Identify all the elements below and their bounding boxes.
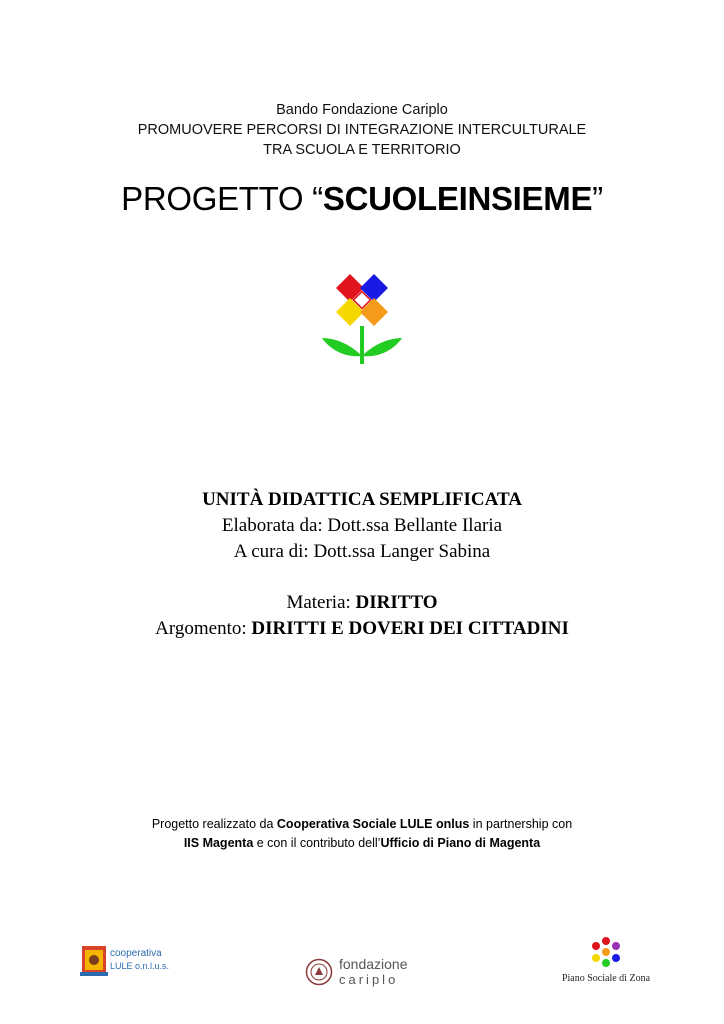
subject-block <box>0 590 724 642</box>
title-prefix: PROGETTO “ <box>121 180 323 217</box>
coop-line-2: LULE o.n.l.u.s. <box>110 961 170 971</box>
piano-sociale-logo <box>556 935 656 990</box>
argomento-line <box>0 616 724 642</box>
credits-iis: IIS Magenta <box>183 836 254 850</box>
title-name: SCUOLEINSIEME <box>322 180 593 217</box>
title-suffix: ” <box>592 180 603 217</box>
cariplo-line-1: fondazione <box>339 956 408 972</box>
credits-ufficio: Ufficio di Piano di Magenta <box>380 836 541 850</box>
flower-petals <box>336 274 388 326</box>
credits-text-3: e con il contributo dell’ <box>253 836 381 850</box>
materia-label: Materia: <box>286 592 356 613</box>
credits-coop: Cooperativa Sociale LULE onlus <box>276 817 470 831</box>
header-block <box>0 100 724 160</box>
credits-text-1: Progetto realizzato da <box>151 817 277 831</box>
cariplo-line-2: cariplo <box>339 972 399 987</box>
cariplo-seal-icon <box>305 958 333 986</box>
header-line-1: Bando Fondazione Cariplo <box>276 102 448 118</box>
cooperativa-text <box>110 947 169 973</box>
elaborated-by: Elaborata da: Dott.ssa Bellante Ilaria <box>221 515 503 536</box>
header-line-3: TRA SCUOLA E TERRITORIO <box>263 142 461 158</box>
fondazione-cariplo-logo <box>305 955 425 989</box>
cariplo-text <box>339 957 408 987</box>
piano-sociale-flower-icon <box>586 935 626 971</box>
didactic-unit-block <box>0 487 724 565</box>
header-line-2: PROMUOVERE PERCORSI DI INTEGRAZIONE INTERCULTURALE <box>137 122 587 138</box>
flower-stem <box>360 326 364 364</box>
piano-sociale-label: Piano Sociale di Zona <box>561 973 651 984</box>
materia-line <box>0 590 724 616</box>
cooperativa-icon <box>80 942 108 978</box>
didactic-heading: UNITÀ DIDATTICA SEMPLIFICATA <box>202 489 522 510</box>
credits-text-2: in partnership con <box>469 817 573 831</box>
argomento-label: Argomento: <box>155 618 252 639</box>
argomento-value: DIRITTI E DOVERI DEI CITTADINI <box>251 618 569 639</box>
leaf-right <box>362 338 402 356</box>
cooperativa-lule-logo <box>80 940 190 984</box>
credits-line-1 <box>0 815 724 834</box>
materia-value: DIRITTO <box>355 592 438 613</box>
project-title <box>0 180 724 218</box>
credits-line-2 <box>0 834 724 853</box>
leaf-left <box>322 338 362 356</box>
flower-logo-icon <box>318 268 406 368</box>
curated-by: A cura di: Dott.ssa Langer Sabina <box>233 541 491 562</box>
coop-line-1: cooperativa <box>110 948 162 959</box>
credits-block <box>0 815 724 853</box>
